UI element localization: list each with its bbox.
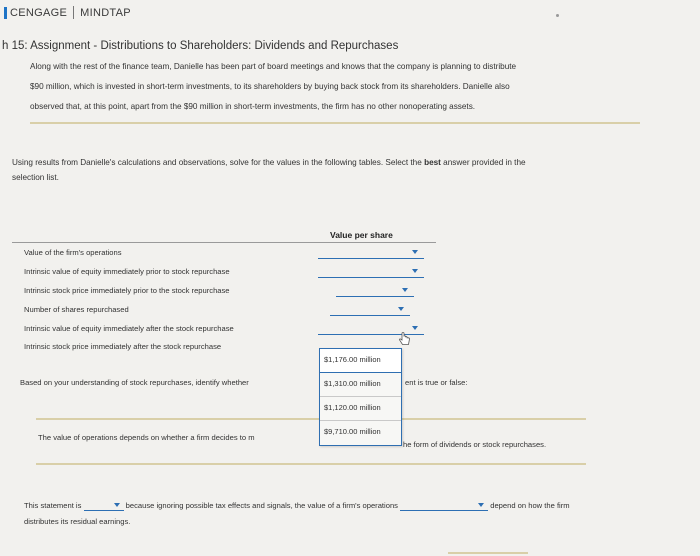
- divider: [36, 463, 586, 465]
- divider: [36, 418, 586, 420]
- divider: [30, 122, 640, 124]
- brand-mindtap: MINDTAP: [80, 6, 131, 19]
- chevron-down-icon: [114, 503, 120, 507]
- chevron-down-icon: [412, 269, 418, 273]
- brand-mark-icon: [4, 7, 7, 19]
- question3-line2: distributes its residual earnings.: [24, 517, 131, 526]
- row-label-equity-prior: Intrinsic value of equity immediately prior to stock repurchase: [24, 267, 230, 276]
- chevron-down-icon: [478, 503, 484, 507]
- brand-separator: [73, 6, 74, 19]
- question1-suffix: ent is true or false:: [405, 378, 468, 387]
- row-label-price-after: Intrinsic stock price immediately after the stock repurchase: [24, 342, 222, 351]
- question2-suffix: he form of dividends or stock repurchases.: [403, 440, 547, 449]
- column-header-value-per-share: Value per share: [330, 230, 393, 240]
- dropdown-option[interactable]: $1,120.00 million: [320, 397, 401, 421]
- row-label-equity-after: Intrinsic value of equity immediately after the stock repurchase: [24, 324, 234, 333]
- select-does-does-not[interactable]: [400, 501, 488, 511]
- instructions-text: Using results from Danielle's calculations and observations, solve for the values in the following tables. Select the: [12, 158, 425, 167]
- row-label-firm-operations: Value of the firm's operations: [24, 248, 122, 257]
- dot-icon: [556, 14, 559, 17]
- question2-prefix: The value of operations depends on whether a firm decides to m: [38, 433, 255, 442]
- select-firm-operations[interactable]: [318, 247, 424, 259]
- intro-line: observed that, at this point, apart from the $90 million in short-term investments, the firm has no other nonoperating assets.: [30, 102, 476, 111]
- assignment-title: h 15: Assignment - Distributions to Shareholders: Dividends and Repurchases: [2, 40, 399, 52]
- select-shares-repurchased[interactable]: [330, 304, 410, 316]
- intro-line: $90 million, which is invested in short-term investments, to its shareholders by buying back stock from its shareholders. Danielle also: [30, 82, 510, 91]
- brand-cengage: CENGAGE: [10, 6, 68, 19]
- chevron-down-icon: [398, 307, 404, 311]
- row-label-shares-repurchased: Number of shares repurchased: [24, 305, 129, 314]
- intro-line: Along with the rest of the finance team, Danielle has been part of board meetings and knows that the company is planning to distribute: [30, 62, 517, 71]
- instructions-line2: selection list.: [12, 173, 59, 182]
- question3-part1: This statement is: [24, 501, 82, 510]
- chevron-down-icon: [412, 326, 418, 330]
- instructions-text-end: answer provided in the: [440, 158, 526, 167]
- dropdown-option[interactable]: $1,176.00 million: [320, 349, 401, 373]
- instructions: [12, 155, 662, 185]
- chevron-down-icon: [402, 288, 408, 292]
- brand-header: [4, 6, 131, 19]
- dropdown-option[interactable]: $9,710.00 million: [324, 427, 381, 436]
- question1-prefix: Based on your understanding of stock repurchases, identify whether: [20, 378, 249, 387]
- table-header-rule: [12, 242, 436, 243]
- intro-paragraph: [30, 57, 642, 117]
- question3-part3: depend on how the firm: [490, 501, 570, 510]
- divider: [448, 552, 528, 554]
- select-equity-prior[interactable]: [318, 266, 424, 278]
- instructions-bold: best: [424, 158, 441, 167]
- chevron-down-icon: [412, 250, 418, 254]
- hand-cursor-icon: [398, 332, 412, 346]
- row-label-price-prior: Intrinsic stock price immediately prior to the stock repurchase: [24, 286, 230, 295]
- question3-line1: [24, 501, 570, 511]
- select-price-prior[interactable]: [336, 285, 414, 297]
- select-true-false[interactable]: [84, 501, 124, 511]
- dropdown-option[interactable]: $1,310.00 million: [320, 373, 401, 397]
- question3-part2: because ignoring possible tax effects and signals, the value of a firm's operations: [125, 501, 398, 510]
- dropdown-list[interactable]: [319, 348, 402, 446]
